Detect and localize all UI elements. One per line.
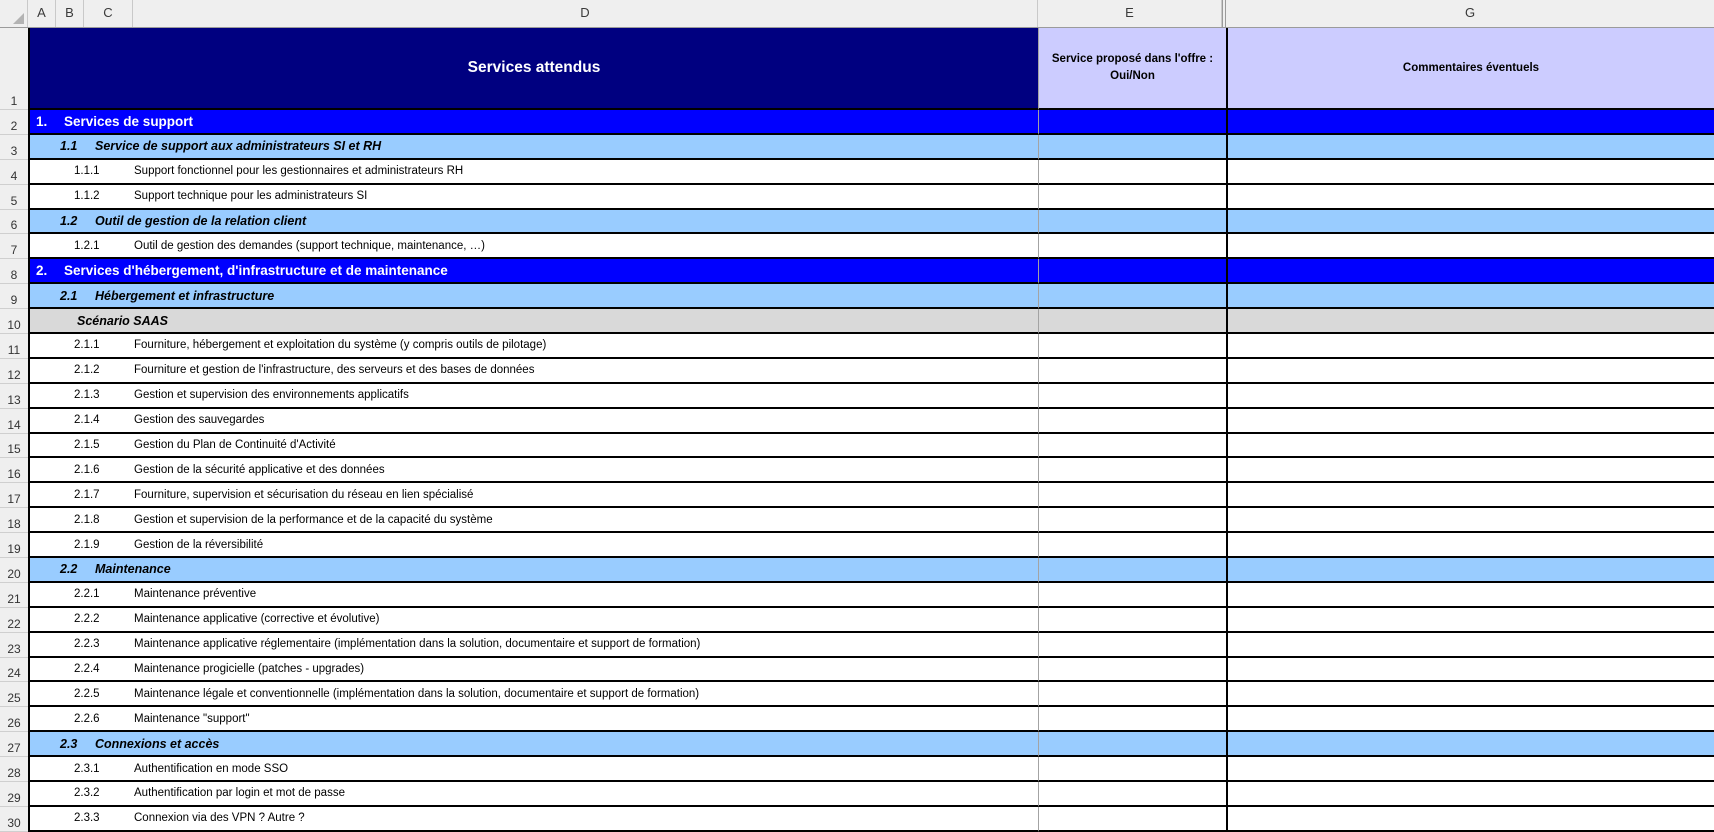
service-cell[interactable] xyxy=(28,135,1038,160)
row-number[interactable]: 30 xyxy=(0,807,28,832)
comment-cell[interactable] xyxy=(1226,732,1714,757)
comment-cell[interactable] xyxy=(1226,707,1714,732)
table-row xyxy=(0,807,1714,832)
row-number[interactable]: 22 xyxy=(0,608,28,633)
table-row xyxy=(0,234,1714,259)
table-row xyxy=(0,160,1714,185)
row-number[interactable]: 20 xyxy=(0,558,28,583)
comment-cell[interactable] xyxy=(1226,633,1714,658)
row-code: 2. xyxy=(36,263,48,279)
offer-cell[interactable] xyxy=(1038,633,1226,658)
row-code: 2.3.2 xyxy=(74,787,100,800)
row-code: 1.1.2 xyxy=(74,190,100,203)
service-cell[interactable] xyxy=(28,110,1038,135)
table-row xyxy=(0,434,1714,459)
table-row xyxy=(0,110,1714,135)
table-row xyxy=(0,384,1714,409)
row-number[interactable]: 27 xyxy=(0,732,28,757)
service-cell[interactable] xyxy=(28,309,1038,334)
row-number[interactable]: 11 xyxy=(0,334,28,359)
row-code: 2.1.8 xyxy=(74,513,100,526)
table-row xyxy=(0,707,1714,732)
row-code: 2.1.6 xyxy=(74,463,100,476)
services-attendus-label: Services attendus xyxy=(467,59,601,76)
row-label: Gestion des sauvegardes xyxy=(134,414,265,427)
service-cell[interactable] xyxy=(28,234,1038,259)
row-label: Scénario SAAS xyxy=(77,313,169,328)
service-cell[interactable] xyxy=(28,682,1038,707)
comment-cell[interactable] xyxy=(1226,608,1714,633)
service-cell[interactable] xyxy=(28,359,1038,384)
service-cell[interactable] xyxy=(28,185,1038,210)
offer-cell[interactable] xyxy=(1038,558,1226,583)
offer-cell[interactable] xyxy=(1038,782,1226,807)
row-number[interactable]: 26 xyxy=(0,707,28,732)
row-label: Gestion de la réversibilité xyxy=(134,538,264,551)
row-number[interactable]: 13 xyxy=(0,384,28,409)
offer-cell[interactable] xyxy=(1038,334,1226,359)
row-code: 2.1.5 xyxy=(74,439,100,452)
service-cell[interactable] xyxy=(28,757,1038,782)
table-row xyxy=(0,334,1714,359)
table-row xyxy=(0,533,1714,558)
row-number[interactable]: 28 xyxy=(0,757,28,782)
row-code: 2.2.2 xyxy=(74,613,100,626)
row-code: 2.1.1 xyxy=(74,339,100,352)
row-number[interactable]: 8 xyxy=(0,259,28,284)
column-header-g[interactable]: G xyxy=(1464,5,1476,20)
service-cell[interactable] xyxy=(28,334,1038,359)
service-cell[interactable] xyxy=(28,210,1038,235)
row-code: 2.2.5 xyxy=(74,687,100,700)
offer-cell[interactable] xyxy=(1038,409,1226,434)
offer-cell[interactable] xyxy=(1038,608,1226,633)
offer-cell[interactable] xyxy=(1038,508,1226,533)
table-row xyxy=(0,583,1714,608)
table-row xyxy=(0,558,1714,583)
sheet-rows xyxy=(0,110,1714,832)
service-cell[interactable] xyxy=(28,633,1038,658)
table-row xyxy=(0,359,1714,384)
row-number[interactable]: 7 xyxy=(0,234,28,259)
table-row xyxy=(0,135,1714,160)
comment-cell[interactable] xyxy=(1226,160,1714,185)
comment-cell[interactable] xyxy=(1226,757,1714,782)
service-cell[interactable] xyxy=(28,807,1038,832)
row-code: 2.3.3 xyxy=(74,812,100,825)
service-cell[interactable] xyxy=(28,259,1038,284)
row-code: 2.2 xyxy=(60,562,78,577)
row-code: 2.1.7 xyxy=(74,488,100,501)
offer-cell[interactable] xyxy=(1038,284,1226,309)
row-code: 1. xyxy=(36,113,48,129)
table-row xyxy=(0,633,1714,658)
comment-cell[interactable] xyxy=(1226,284,1714,309)
row-label: Support technique pour les administrateurs SI xyxy=(134,190,368,203)
offer-cell[interactable] xyxy=(1038,110,1226,135)
service-cell[interactable] xyxy=(28,707,1038,732)
comment-cell[interactable] xyxy=(1226,483,1714,508)
service-cell[interactable] xyxy=(28,583,1038,608)
row-label: Services d'hébergement, d'infrastructure et de maintenance xyxy=(64,263,448,279)
column-header-e[interactable]: E xyxy=(1038,0,1222,27)
row-code: 2.1.9 xyxy=(74,538,100,551)
offer-cell[interactable] xyxy=(1038,160,1226,185)
row-number[interactable]: 29 xyxy=(0,782,28,807)
row-label: Connexions et accès xyxy=(95,736,220,751)
service-cell[interactable] xyxy=(28,782,1038,807)
comment-cell[interactable] xyxy=(1226,135,1714,160)
comment-cell[interactable] xyxy=(1226,384,1714,409)
row-number[interactable]: 14 xyxy=(0,409,28,434)
comment-cell[interactable] xyxy=(1226,409,1714,434)
table-row xyxy=(0,309,1714,334)
offer-cell[interactable] xyxy=(1038,757,1226,782)
offer-cell[interactable] xyxy=(1038,458,1226,483)
comment-cell[interactable] xyxy=(1226,334,1714,359)
row-label: Gestion du Plan de Continuité d'Activité xyxy=(134,439,336,452)
table-row xyxy=(0,608,1714,633)
row-number[interactable]: 23 xyxy=(0,633,28,658)
offer-header-line2: Oui/Non xyxy=(1110,70,1155,82)
service-cell[interactable] xyxy=(28,608,1038,633)
row-code: 2.1 xyxy=(60,288,78,303)
table-row xyxy=(0,185,1714,210)
column-header-a[interactable]: A xyxy=(28,0,56,27)
row-number[interactable]: 21 xyxy=(0,583,28,608)
offer-cell[interactable] xyxy=(1038,384,1226,409)
row-number[interactable]: 9 xyxy=(0,284,28,309)
table-row xyxy=(0,259,1714,284)
row-label: Support fonctionnel pour les gestionnaires et administrateurs RH xyxy=(134,165,464,178)
service-cell[interactable] xyxy=(28,508,1038,533)
row-code: 2.1.2 xyxy=(74,364,100,377)
service-cell[interactable] xyxy=(28,434,1038,459)
row-code: 2.1.3 xyxy=(74,389,100,402)
row-number[interactable]: 24 xyxy=(0,658,28,683)
row-label: Gestion et supervision de la performance et de la capacité du système xyxy=(134,513,493,526)
row-label: Fourniture et gestion de l'infrastructure, des serveurs et des bases de données xyxy=(134,364,535,377)
select-all-triangle-icon xyxy=(13,13,24,24)
row-label: Maintenance préventive xyxy=(134,588,257,601)
table-row xyxy=(0,682,1714,707)
comment-cell[interactable] xyxy=(1226,359,1714,384)
offer-cell[interactable] xyxy=(1038,707,1226,732)
table-row xyxy=(0,483,1714,508)
row-number[interactable]: 19 xyxy=(0,533,28,558)
column-header-c[interactable]: C xyxy=(84,0,133,27)
table-header-row xyxy=(0,28,1714,110)
row-code: 1.2 xyxy=(60,214,78,228)
offer-cell[interactable] xyxy=(1038,434,1226,459)
row-code: 2.2.3 xyxy=(74,638,100,651)
row-number[interactable]: 12 xyxy=(0,359,28,384)
offer-cell[interactable] xyxy=(1038,732,1226,757)
offer-cell[interactable] xyxy=(1038,583,1226,608)
comment-cell[interactable] xyxy=(1226,682,1714,707)
row-label: Maintenance applicative réglementaire (implémentation dans la solution, documentaire et support de formation) xyxy=(134,638,701,651)
row-code: 2.3 xyxy=(60,736,78,751)
row-label: Maintenance progicielle (patches - upgrades) xyxy=(134,663,365,676)
row-number[interactable]: 10 xyxy=(0,309,28,334)
row-label: Service de support aux administrateurs SI et RH xyxy=(95,139,382,154)
service-cell[interactable] xyxy=(28,732,1038,757)
offer-cell[interactable] xyxy=(1038,682,1226,707)
comment-cell[interactable] xyxy=(1226,234,1714,259)
row-code: 1.1 xyxy=(60,139,78,154)
row-number[interactable]: 2 xyxy=(0,110,28,135)
comments-header-cell[interactable] xyxy=(1226,28,1714,110)
service-cell[interactable] xyxy=(28,558,1038,583)
comment-cell[interactable] xyxy=(1226,533,1714,558)
service-cell[interactable] xyxy=(28,533,1038,558)
row-label: Outil de gestion de la relation client xyxy=(95,214,307,228)
row-label: Maintenance "support" xyxy=(134,712,250,725)
comment-cell[interactable] xyxy=(1226,210,1714,235)
row-number[interactable]: 17 xyxy=(0,483,28,508)
row-label: Authentification en mode SSO xyxy=(134,762,289,775)
offer-cell[interactable] xyxy=(1038,309,1226,334)
offer-cell[interactable] xyxy=(1038,210,1226,235)
row-label: Maintenance applicative (corrective et évolutive) xyxy=(134,613,380,626)
table-row xyxy=(0,757,1714,782)
row-number[interactable]: 3 xyxy=(0,135,28,160)
table-row xyxy=(0,508,1714,533)
comment-cell[interactable] xyxy=(1226,782,1714,807)
comment-cell[interactable] xyxy=(1226,185,1714,210)
comment-cell[interactable] xyxy=(1226,434,1714,459)
row-number[interactable]: 6 xyxy=(0,210,28,235)
row-label: Fourniture, hébergement et exploitation du système (y compris outils de pilotage) xyxy=(134,339,547,352)
row-number[interactable]: 4 xyxy=(0,160,28,185)
row-code: 2.3.1 xyxy=(74,762,100,775)
table-row xyxy=(0,458,1714,483)
row-label: Maintenance légale et conventionnelle (implémentation dans la solution, documentaire et support de formation) xyxy=(134,687,700,700)
column-header-strip xyxy=(0,0,1714,28)
comment-cell[interactable] xyxy=(1226,807,1714,832)
row-code: 2.2.4 xyxy=(74,663,100,676)
comment-cell[interactable] xyxy=(1226,658,1714,683)
offer-cell[interactable] xyxy=(1038,185,1226,210)
offer-cell[interactable] xyxy=(1038,533,1226,558)
row-number[interactable]: 5 xyxy=(0,185,28,210)
service-cell[interactable] xyxy=(28,483,1038,508)
row-label: Gestion et supervision des environnements applicatifs xyxy=(134,389,409,402)
row-number[interactable]: 15 xyxy=(0,434,28,459)
offer-cell[interactable] xyxy=(1038,234,1226,259)
row-label: Fourniture, supervision et sécurisation du réseau en lien spécialisé xyxy=(134,488,474,501)
comments-header-label: Commentaires éventuels xyxy=(1402,62,1540,74)
service-cell[interactable] xyxy=(28,160,1038,185)
column-header-b[interactable]: B xyxy=(56,0,84,27)
service-cell[interactable] xyxy=(28,284,1038,309)
offer-header-line1: Service proposé dans l'offre : xyxy=(1051,53,1214,66)
services-attendus-header-cell[interactable] xyxy=(28,28,1038,110)
row-label: Services de support xyxy=(64,113,194,129)
offer-header-cell[interactable] xyxy=(1038,28,1226,110)
column-header-d[interactable]: D xyxy=(133,0,1038,27)
comment-cell[interactable] xyxy=(1226,259,1714,284)
row-code: 1.1.1 xyxy=(74,165,100,178)
comment-cell[interactable] xyxy=(1226,309,1714,334)
row-label: Maintenance xyxy=(95,562,171,577)
table-row xyxy=(0,409,1714,434)
comment-cell[interactable] xyxy=(1226,558,1714,583)
select-all-corner[interactable] xyxy=(0,0,28,27)
service-cell[interactable] xyxy=(28,384,1038,409)
row-code: 2.2.6 xyxy=(74,712,100,725)
comment-cell[interactable] xyxy=(1226,583,1714,608)
row-code: 1.2.1 xyxy=(74,239,100,252)
row-label: Connexion via des VPN ? Autre ? xyxy=(134,812,305,825)
row-number[interactable]: 16 xyxy=(0,458,28,483)
service-cell[interactable] xyxy=(28,458,1038,483)
comment-cell[interactable] xyxy=(1226,458,1714,483)
table-row xyxy=(0,732,1714,757)
offer-cell[interactable] xyxy=(1038,135,1226,160)
row-code: 2.1.4 xyxy=(74,414,100,427)
row-number[interactable]: 18 xyxy=(0,508,28,533)
row-number[interactable]: 1 xyxy=(0,28,28,110)
offer-cell[interactable] xyxy=(1038,658,1226,683)
table-row xyxy=(0,782,1714,807)
row-label: Outil de gestion des demandes (support technique, maintenance, …) xyxy=(134,239,485,252)
comment-cell[interactable] xyxy=(1226,508,1714,533)
row-code: 2.2.1 xyxy=(74,588,100,601)
table-row xyxy=(0,658,1714,683)
table-row xyxy=(0,284,1714,309)
service-cell[interactable] xyxy=(28,658,1038,683)
row-label: Gestion de la sécurité applicative et des données xyxy=(134,463,385,476)
offer-cell[interactable] xyxy=(1038,807,1226,832)
row-label: Authentification par login et mot de passe xyxy=(134,787,345,800)
offer-cell[interactable] xyxy=(1038,483,1226,508)
row-label: Hébergement et infrastructure xyxy=(95,288,275,303)
service-cell[interactable] xyxy=(28,409,1038,434)
offer-cell[interactable] xyxy=(1038,359,1226,384)
comment-cell[interactable] xyxy=(1226,110,1714,135)
row-number[interactable]: 25 xyxy=(0,682,28,707)
offer-cell[interactable] xyxy=(1038,259,1226,284)
table-row xyxy=(0,210,1714,235)
